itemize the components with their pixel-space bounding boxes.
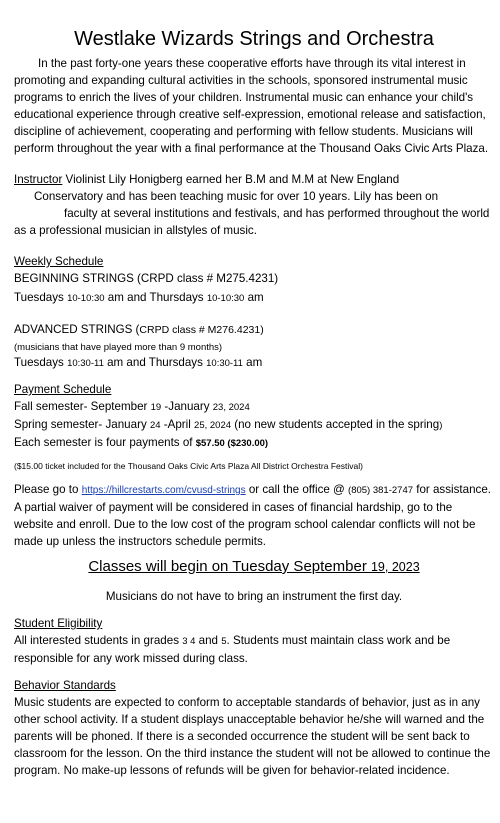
classes-begin-banner: Classes will begin on Tuesday September 19, 2023	[88, 558, 420, 575]
advanced-strings-line: ADVANCED STRINGS (CRPD class # M276.4231)	[14, 323, 264, 336]
fall-semester-line: Fall semester- September 19 -January 23, 2024	[14, 400, 250, 413]
behavior-text: Music students are expected to conform to acceptable standards of behavior, just as in any other school activity. If a student displays unacceptable behavior he/she will warned and the parents will be phoned. If there is a seconded occurrence the student will be sent back to classroom for the lesson. On the third instance the student will not be allowed to continue the program. No make-up lessons of refunds will be given for behavior-related incidence.	[14, 696, 491, 777]
office-phone: (805) 381-2747	[348, 485, 414, 496]
instrument-note: Musicians do not have to bring an instrument the first day.	[105, 590, 403, 603]
beginning-strings-line: BEGINNING STRINGS (CRPD class # M275.4231)	[14, 272, 279, 285]
weekly-schedule-heading: Weekly Schedule	[14, 255, 104, 268]
weekly-schedule-section	[14, 253, 494, 371]
website-link[interactable]: https://hillcrestarts.com/cvusd-strings	[81, 485, 246, 496]
beginning-strings-days: Tuesdays 10-10:30 am and Thursdays 10-10:30 am	[14, 291, 264, 304]
payment-schedule-section	[14, 381, 494, 475]
instructor-heading: Instructor	[14, 173, 63, 186]
intro-paragraph: In the past forty-one years these cooperative efforts have through its vital interest in promoting and expanding cultural activities in the schools, sponsored instrumental music programs to enrich the lives of your children. Instrumental music can enhance your child's educational experience through creative self-expression, emotional release and satisfaction, discipline of achievement, cooperating and performing with fellow students. Musicians will perform throughout the year with a final performance at the Thousand Oaks Civic Arts Plaza.	[14, 57, 489, 155]
eligibility-text: All interested students in grades 3 4 and 5. Students must maintain class work and be responsible for any work missed during class.	[14, 634, 451, 665]
ticket-note: ($15.00 ticket included for the Thousand Oaks Civic Arts Plaza All District Orchestra Festival)	[14, 461, 363, 471]
eligibility-heading: Student Eligibility	[14, 617, 103, 630]
eligibility-section	[14, 615, 494, 667]
advanced-strings-note: (musicians that have played more than 9 months)	[14, 342, 223, 353]
instructor-line-3: faculty at several institutions and festivals, and has performed throughout the world	[64, 207, 490, 220]
payment-schedule-heading: Payment Schedule	[14, 383, 112, 396]
instructor-line-2: Conservatory and has been teaching music for over 10 years. Lily has been on	[34, 190, 439, 203]
instructor-line-1: Violinist Lily Honigberg earned her B.M and M.M at New England	[62, 173, 400, 186]
spring-semester-line: Spring semester- January 24 -April 25, 2024 (no new students accepted in the spring)	[14, 418, 443, 431]
page-title: Westlake Wizards Strings and Orchestra	[74, 28, 434, 50]
instructor-section	[14, 171, 494, 239]
behavior-section	[14, 677, 494, 779]
instructor-line-4: as a professional musician in allstyles of music.	[14, 224, 257, 237]
behavior-heading: Behavior Standards	[14, 679, 116, 692]
enrollment-paragraph: Please go to https://hillcrestarts.com/cvusd-strings or call the office @ (805) 381-2747 for assistance. A partial waiver of payment will be considered in cases of financial hardship, go to the website and enroll. Due to the low cost of the program school calendar conflicts will not be made up unless the instructors schedule permits.	[14, 483, 491, 548]
payment-amount-line: Each semester is four payments of $57.50 ($230.00)	[14, 436, 269, 449]
advanced-strings-days: Tuesdays 10:30-11 am and Thursdays 10:30-11 am	[14, 356, 263, 369]
